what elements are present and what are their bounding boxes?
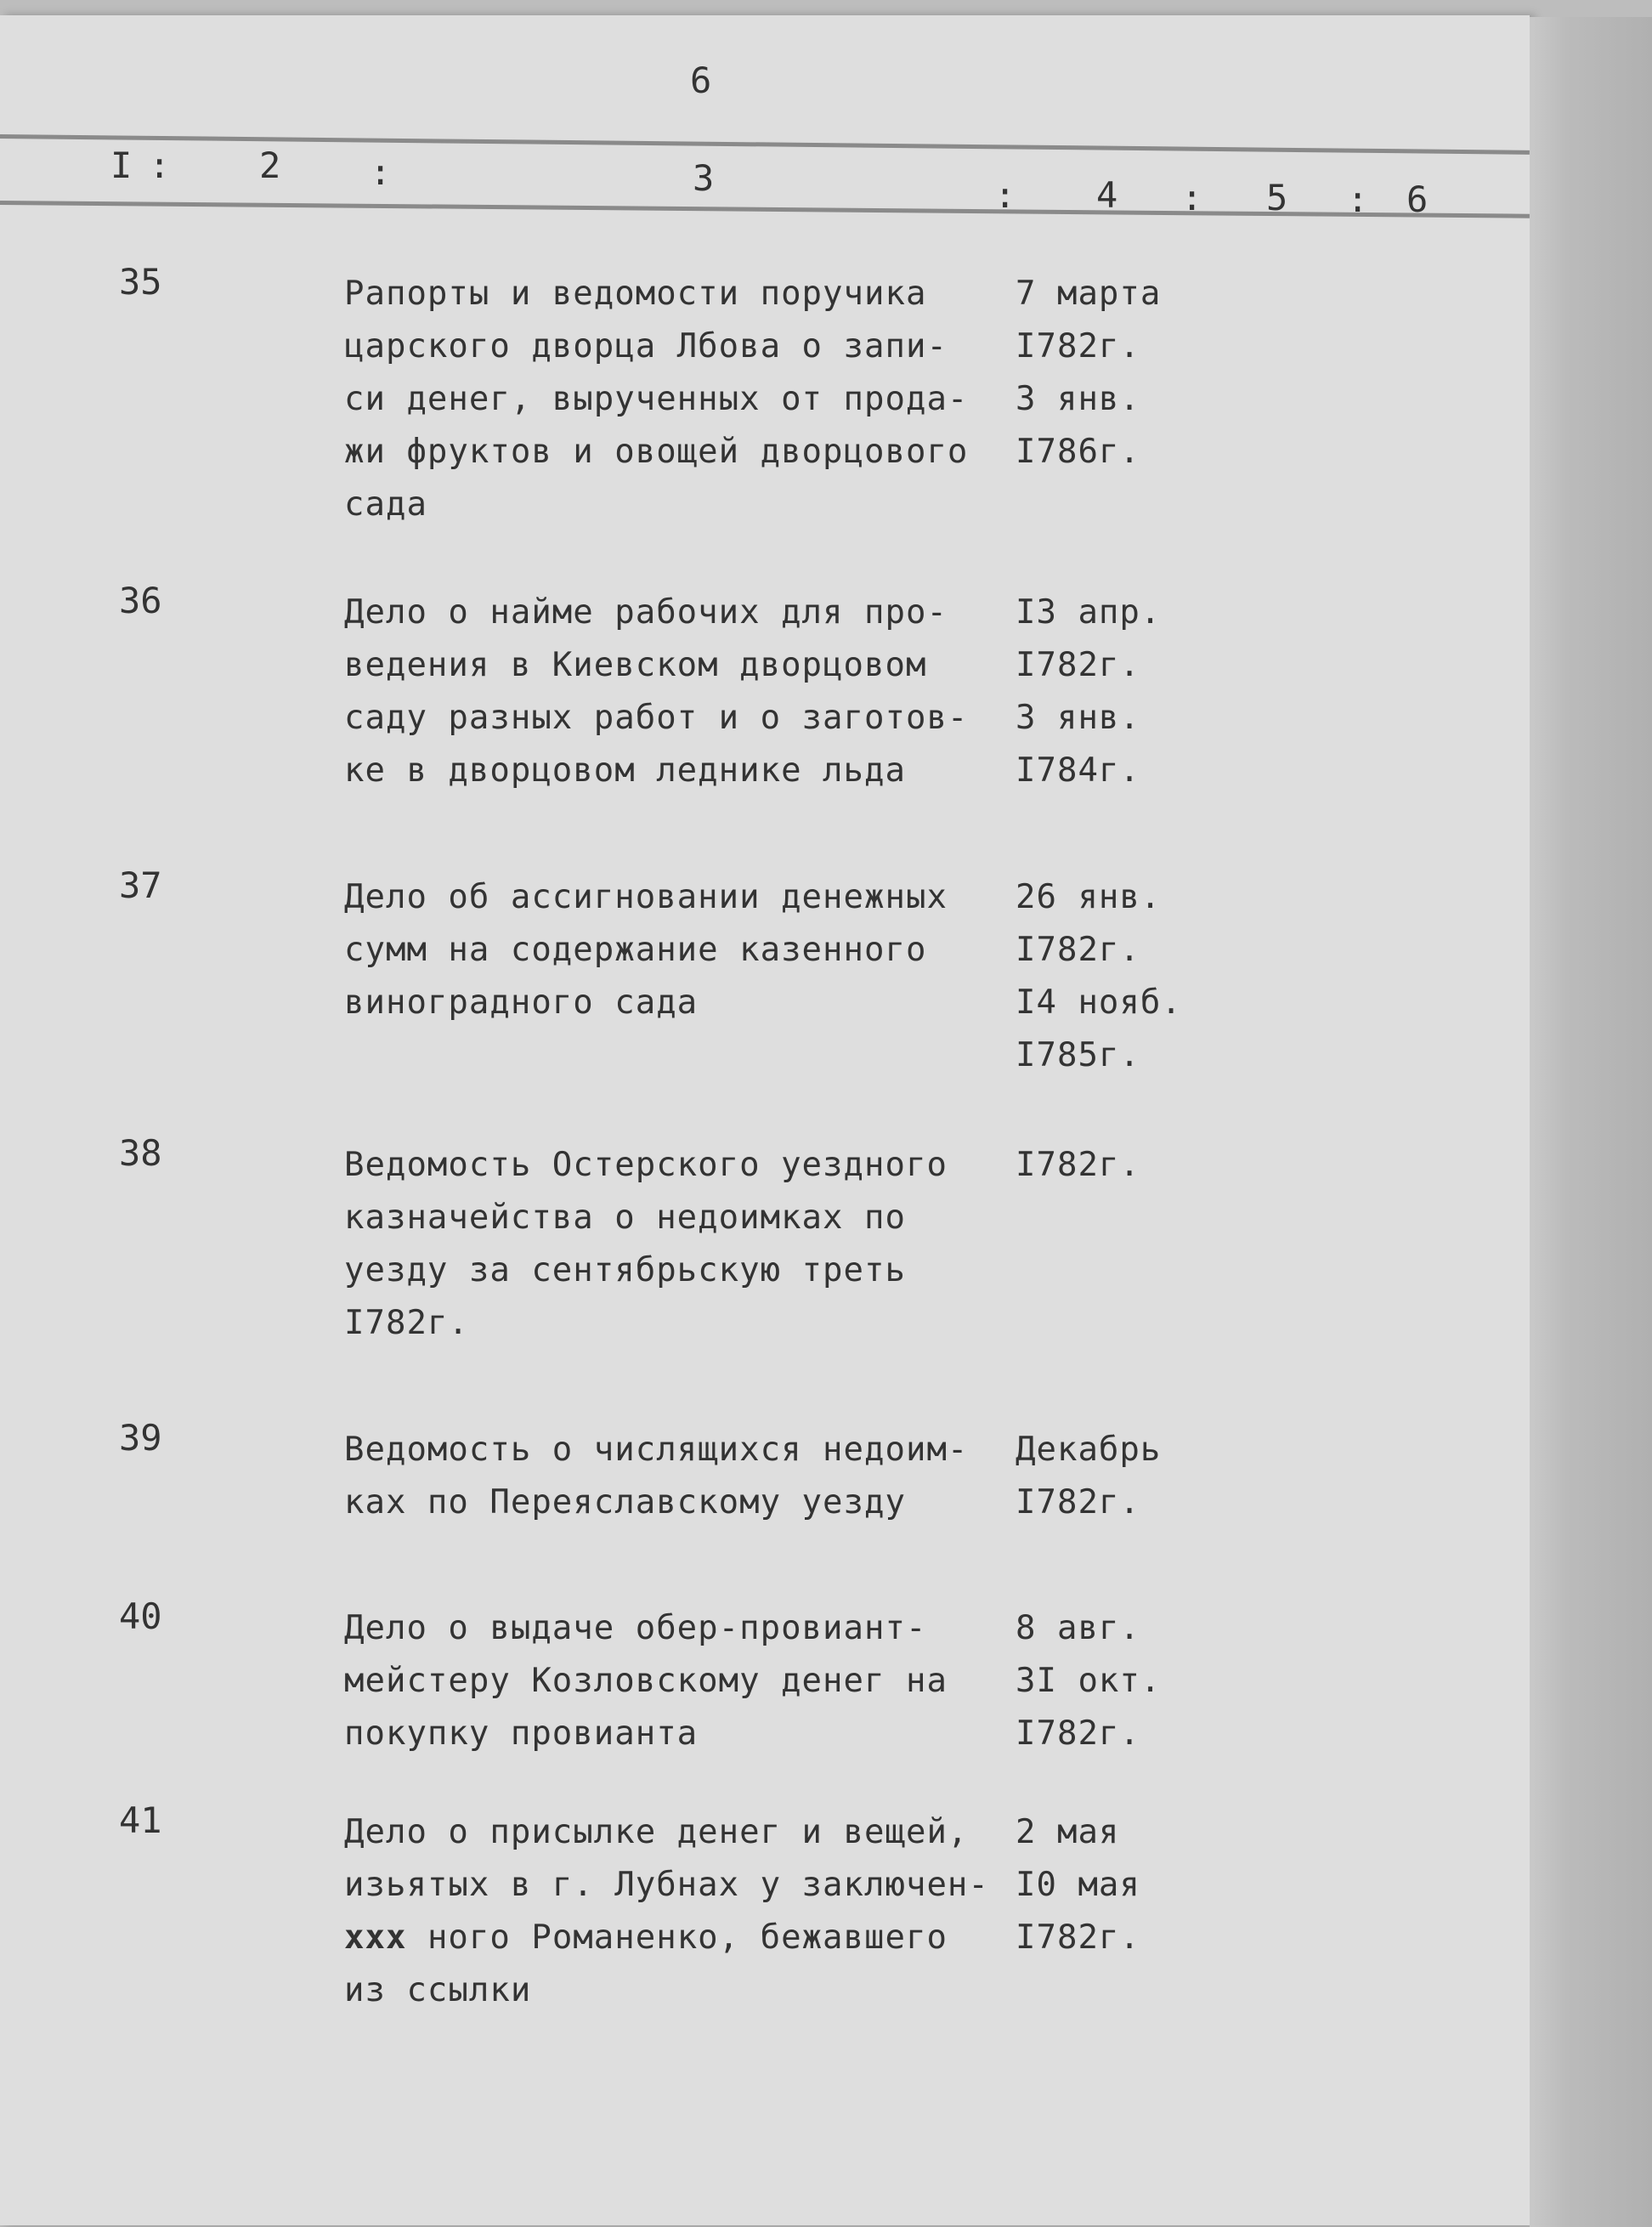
date-line: I782г. xyxy=(1016,1714,1140,1753)
entry-description xyxy=(344,586,968,797)
description-line: Дело о присылке денег и вещей, xyxy=(344,1813,969,1851)
description-line: Дело об ассигновании денежных xyxy=(344,878,948,916)
entry-number: 36 xyxy=(119,580,162,621)
col-header-5: 5 xyxy=(1266,177,1288,218)
date-line: I782г. xyxy=(1016,1918,1140,1957)
description-line xyxy=(344,1912,989,1964)
description-line: саду разных работ и о заготов- xyxy=(344,699,969,737)
entry-number: 38 xyxy=(119,1132,162,1174)
entry-description xyxy=(344,1806,989,2017)
description-line: жи фруктов и овощей дворцового xyxy=(344,433,969,471)
description-line: Дело о найме рабочих для про- xyxy=(344,593,948,632)
entry-dates xyxy=(1016,1139,1140,1192)
description-line: виноградного сада xyxy=(344,983,699,1022)
page-stack-edge xyxy=(1530,17,1652,2227)
date-line: 2 мая xyxy=(1016,1813,1120,1851)
col-header-6: 6 xyxy=(1406,178,1429,220)
description-line: сумм на содержание казенного xyxy=(344,931,927,969)
date-line: I782г. xyxy=(1016,646,1140,684)
description-line: Дело о выдаче обер-провиант- xyxy=(344,1609,927,1647)
date-line: 7 марта xyxy=(1016,275,1162,313)
entry-dates xyxy=(1016,268,1161,479)
col-sep: : xyxy=(370,151,392,193)
description-line: изьятых в г. Лубнах у заключен- xyxy=(344,1866,989,1904)
description-line: уезду за сентябрьскую треть xyxy=(344,1251,906,1289)
entry-description xyxy=(344,1424,968,1529)
page-number: 6 xyxy=(690,60,712,101)
date-line: I782г. xyxy=(1016,327,1140,366)
entry-description xyxy=(344,871,948,1029)
col-sep: : xyxy=(1181,177,1203,218)
entry-number: 35 xyxy=(119,261,162,303)
date-line: I782г. xyxy=(1016,931,1140,969)
date-line: I785г. xyxy=(1016,1036,1140,1074)
description-line: сада xyxy=(344,485,427,524)
date-line: 3I окт. xyxy=(1016,1662,1162,1700)
description-line: ке в дворцовом леднике льда xyxy=(344,751,906,790)
col-header-3: 3 xyxy=(693,157,715,199)
description-line: покупку провианта xyxy=(344,1714,699,1753)
description-line: ведения в Киевском дворцовом xyxy=(344,646,927,684)
col-sep: : xyxy=(149,144,171,186)
col-sep: : xyxy=(1347,178,1369,220)
col-header-4: 4 xyxy=(1096,174,1118,216)
date-line: Декабрь xyxy=(1016,1431,1162,1469)
entry-number: 39 xyxy=(119,1417,162,1459)
description-line: Рапорты и ведомости поручика xyxy=(344,275,927,313)
entry-number: 41 xyxy=(119,1799,162,1841)
entry-number: 40 xyxy=(119,1595,162,1637)
date-line: I0 мая xyxy=(1016,1866,1140,1904)
date-line: I786г. xyxy=(1016,433,1140,471)
entry-dates xyxy=(1016,586,1161,797)
date-line: I3 апр. xyxy=(1016,593,1162,632)
description-text: ного Романенко, бежавшего xyxy=(427,1918,948,1957)
entry-description xyxy=(344,1139,948,1350)
entry-dates xyxy=(1016,1424,1161,1529)
entry-dates xyxy=(1016,1806,1140,1964)
date-line: I4 нояб. xyxy=(1016,983,1182,1022)
date-line: I784г. xyxy=(1016,751,1140,790)
entry-dates xyxy=(1016,871,1182,1082)
date-line: 3 янв. xyxy=(1016,699,1140,737)
description-line: из ссылки xyxy=(344,1971,532,2009)
col-sep: : xyxy=(994,174,1016,216)
description-line: царского дворца Лбова о запи- xyxy=(344,327,948,366)
entry-dates xyxy=(1016,1602,1161,1760)
entry-description xyxy=(344,268,968,531)
description-line: казначейства о недоимках по xyxy=(344,1198,906,1237)
struck-out-text: ххх xyxy=(344,1918,407,1957)
entry-description xyxy=(344,1602,948,1760)
date-line: 26 янв. xyxy=(1016,878,1162,916)
date-line: I782г. xyxy=(1016,1483,1140,1522)
description-line: мейстеру Козловскому денег на xyxy=(344,1662,948,1700)
description-line: Ведомость Остерского уездного xyxy=(344,1146,948,1184)
date-line: 8 авг. xyxy=(1016,1609,1140,1647)
description-line: ках по Переяславскому уезду xyxy=(344,1483,906,1522)
description-line: I782г. xyxy=(344,1304,469,1342)
col-header-2: 2 xyxy=(259,144,281,186)
date-line: 3 янв. xyxy=(1016,380,1140,418)
col-header-1: I xyxy=(110,144,133,186)
description-line: си денег, вырученных от прода- xyxy=(344,380,969,418)
description-line: Ведомость о числящихся недоим- xyxy=(344,1431,969,1469)
entry-number: 37 xyxy=(119,864,162,906)
date-line: I782г. xyxy=(1016,1146,1140,1184)
